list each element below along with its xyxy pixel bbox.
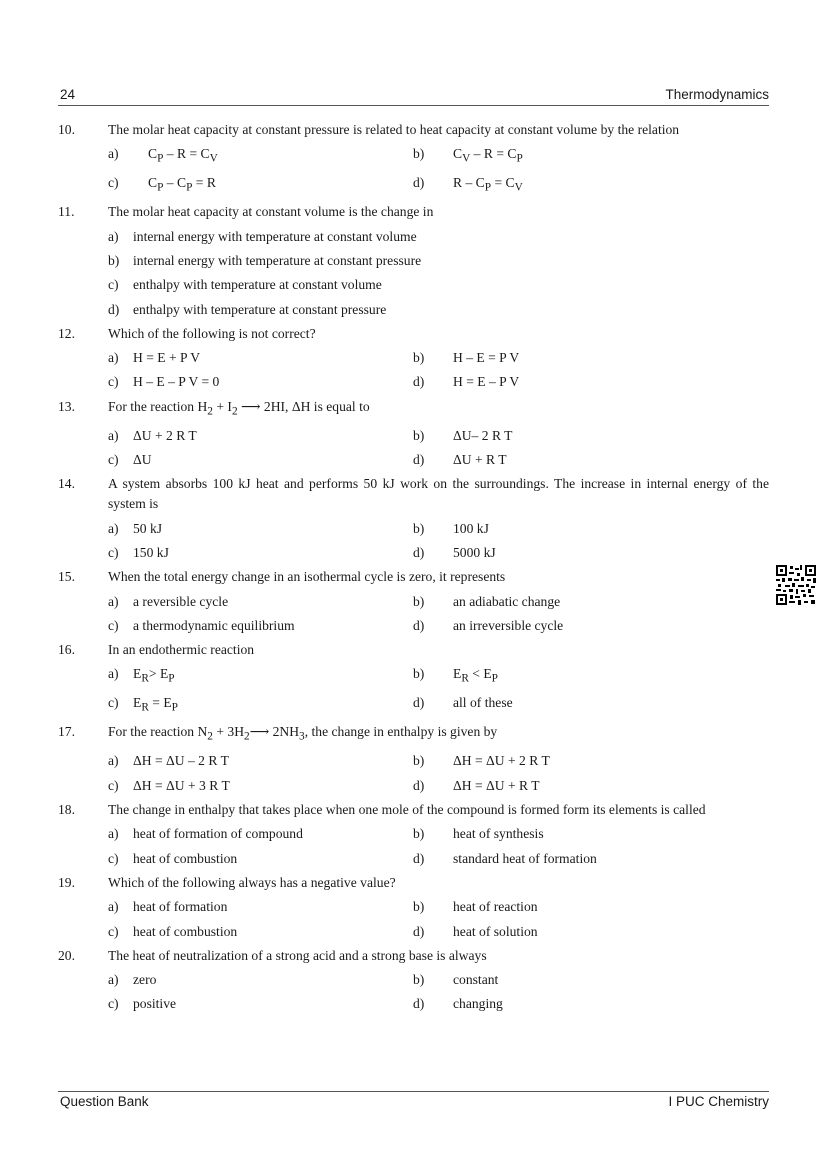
footer-left: Question Bank [60,1094,149,1109]
question-text: The molar heat capacity at constant pressure is related to heat capacity at constant volume by the relation [108,122,680,137]
option-b[interactable] [413,664,769,689]
option-label: c) [108,175,119,191]
option-label: c) [108,617,119,633]
option-label: c) [108,850,119,866]
option-text: H – E = P V [453,350,520,366]
option-text: $E_R = E_P$ [133,695,178,715]
page-header [58,87,769,106]
option-text: heat of solution [453,923,538,939]
option-label: d) [108,301,120,317]
question-11 [58,202,769,222]
option-label: c) [108,544,119,560]
option-text: ΔU [133,452,152,468]
option-label: a) [108,753,119,769]
option-d[interactable] [413,372,769,392]
option-c[interactable] [108,922,413,942]
question-number: 12. [58,325,75,341]
option-label: b) [413,826,425,842]
option-b[interactable] [413,970,769,990]
question-19 [58,873,769,893]
options-list [108,592,769,636]
question-14 [58,474,769,514]
option-label: d) [413,452,425,468]
option-label: c) [108,374,119,390]
option-label: b) [108,252,120,268]
question-text: When the total energy change in an isothermal cycle is zero, it represents [108,569,506,585]
option-text: ΔH = ΔU + 2 R T [453,753,550,769]
option-c[interactable] [108,450,413,470]
page-number: 24 [60,87,76,102]
option-text: standard heat of formation [453,850,597,866]
option-text: $R - C_P = C_V$ [453,175,523,195]
option-label: b) [413,146,425,162]
option-text: changing [453,996,503,1012]
option-text: heat of formation of compound [133,826,303,842]
option-text: ΔH = ΔU – 2 R T [133,753,229,769]
option-label: d) [413,850,425,866]
option-label: c) [108,923,119,939]
option-b[interactable] [413,426,769,446]
option-label: d) [413,923,425,939]
question-list [58,120,769,1019]
option-text: positive [133,996,177,1012]
option-label: c) [108,452,119,468]
option-a[interactable] [108,664,413,689]
option-label: d) [413,695,425,711]
option-text: $C_V - R = C_P$ [453,146,523,166]
question-number: 19. [58,874,75,890]
option-label: a) [108,427,119,443]
option-text: an irreversible cycle [453,617,564,633]
options-list [108,897,769,941]
option-text: constant [453,972,499,988]
option-a[interactable] [108,348,413,368]
options-list [108,824,769,868]
question-number: 16. [58,642,75,658]
question-number: 10. [58,122,75,137]
question-number: 20. [58,947,75,963]
option-b[interactable] [413,144,769,169]
option-text: heat of formation [133,899,228,915]
question-15 [58,567,769,587]
option-c[interactable] [108,994,413,1014]
option-label: c) [108,277,119,293]
question-text: The molar heat capacity at constant volume is the change in [108,204,434,220]
option-label: d) [413,544,425,560]
option-d[interactable] [413,922,769,942]
question-text: In an endothermic reaction [108,642,255,658]
option-text: H = E + P V [133,350,201,366]
options-list [108,426,769,470]
page-footer [58,1091,769,1109]
question-number: 15. [58,569,75,585]
option-d[interactable] [413,693,769,718]
question-text: Which of the following is not correct? [108,325,316,341]
option-text: $E_R < E_P$ [453,666,498,686]
option-a[interactable] [108,824,413,844]
options-list [108,348,769,392]
option-text: 50 kJ [133,520,163,536]
question-20 [58,946,769,966]
option-b[interactable] [108,251,769,271]
option-label: b) [413,593,425,609]
option-text: enthalpy with temperature at constant pressure [133,301,387,317]
option-d[interactable] [413,173,769,198]
option-c[interactable] [108,849,413,869]
option-label: b) [413,899,425,915]
option-label: a) [108,350,119,366]
option-text: ΔU + R T [453,452,507,468]
option-text: ΔU– 2 R T [453,427,513,443]
option-text: heat of combustion [133,923,238,939]
option-text: a reversible cycle [133,593,229,609]
option-d[interactable] [413,450,769,470]
option-text: ΔH = ΔU + 3 R T [133,777,230,793]
option-b[interactable] [413,824,769,844]
option-label: b) [413,753,425,769]
option-text: a thermodynamic equilibrium [133,617,295,633]
option-text: H = E – P V [453,374,520,390]
option-a[interactable] [108,144,413,169]
option-label: a) [108,666,119,682]
option-text: enthalpy with temperature at constant volume [133,277,382,293]
question-number: 14. [58,476,75,492]
option-label: a) [108,146,119,162]
question-number: 13. [58,398,75,414]
qr-code-icon[interactable] [776,565,816,605]
option-a[interactable] [108,592,413,612]
option-text: zero [133,972,157,988]
question-text: Which of the following always has a negative value? [108,874,396,890]
option-label: b) [413,427,425,443]
option-text: an adiabatic change [453,593,561,609]
option-text: heat of reaction [453,899,538,915]
question-text: The heat of neutralization of a strong acid and a strong base is always [108,947,487,963]
option-c[interactable] [108,616,413,636]
option-text: ΔH = ΔU + R T [453,777,540,793]
option-text: heat of synthesis [453,826,544,842]
option-text: all of these [453,695,513,711]
option-label: c) [108,777,119,793]
option-d[interactable] [413,849,769,869]
option-c[interactable] [108,173,413,198]
option-label: b) [413,972,425,988]
option-text: internal energy with temperature at constant pressure [133,252,422,268]
option-label: c) [108,695,119,711]
option-label: d) [413,996,425,1012]
option-d[interactable] [108,300,769,320]
option-label: a) [108,899,119,915]
option-c[interactable] [108,693,413,718]
option-label: a) [108,972,119,988]
option-label: a) [108,228,119,244]
option-c[interactable] [108,372,413,392]
footer-right: I PUC Chemistry [668,1094,769,1109]
option-text: 100 kJ [453,520,489,536]
option-a[interactable] [108,751,413,771]
question-18 [58,800,769,820]
option-a[interactable] [108,426,413,446]
option-text: $C_P - C_P = R$ [148,175,216,195]
option-b[interactable] [413,592,769,612]
option-d[interactable] [413,616,769,636]
option-label: b) [413,666,425,682]
option-label: b) [413,520,425,536]
question-10 [58,120,769,140]
option-c[interactable] [108,275,769,295]
question-16 [58,640,769,660]
option-a[interactable] [108,970,413,990]
option-c[interactable] [108,776,413,796]
options-list [108,664,769,718]
option-d[interactable] [413,994,769,1014]
option-text: ΔU + 2 R T [133,427,197,443]
option-label: b) [413,350,425,366]
options-list [108,519,769,563]
option-label: d) [413,374,425,390]
option-a[interactable] [108,897,413,917]
option-d[interactable] [413,776,769,796]
question-text: For the reaction $H_2 + I_2$ ⟶ 2HI, ΔH is equal to [108,398,370,418]
option-c[interactable] [108,543,413,563]
option-label: a) [108,826,119,842]
option-text: heat of combustion [133,850,238,866]
option-label: d) [413,777,425,793]
question-number: 17. [58,724,75,740]
option-text: 150 kJ [133,544,169,560]
option-a[interactable] [108,227,769,247]
options-list [108,144,769,198]
option-label: d) [413,175,425,191]
question-text: For the reaction $N_2$ + $3H_2⟶$ $2NH_3$, the change in enthalpy is given by [108,724,498,744]
option-b[interactable] [413,519,769,539]
option-text: $C_P - R = C_V$ [148,146,218,166]
question-number: 18. [58,802,75,818]
option-label: d) [413,617,425,633]
question-number: 11. [58,204,75,220]
option-text: $E_R> E_P$ [133,666,175,686]
option-text: H – E – P V = 0 [133,374,220,390]
option-d[interactable] [413,543,769,563]
options-list [108,970,769,1014]
option-b[interactable] [413,348,769,368]
question-13 [58,397,769,422]
option-b[interactable] [413,897,769,917]
option-a[interactable] [108,519,413,539]
question-text: The change in enthalpy that takes place when one mole of the compound is formed form its elements is called [108,802,706,818]
option-b[interactable] [413,751,769,771]
option-label: c) [108,996,119,1012]
options-list [108,751,769,795]
option-label: a) [108,593,119,609]
question-text: A system absorbs 100 kJ heat and performs 50 kJ work on the surroundings. The increase in internal energy of the system is [108,476,769,512]
question-12 [58,324,769,344]
option-label: a) [108,520,119,536]
option-text: internal energy with temperature at constant volume [133,228,417,244]
chapter-title: Thermodynamics [665,87,769,102]
question-17 [58,722,769,747]
options-list [108,227,769,320]
option-text: 5000 kJ [453,544,496,560]
